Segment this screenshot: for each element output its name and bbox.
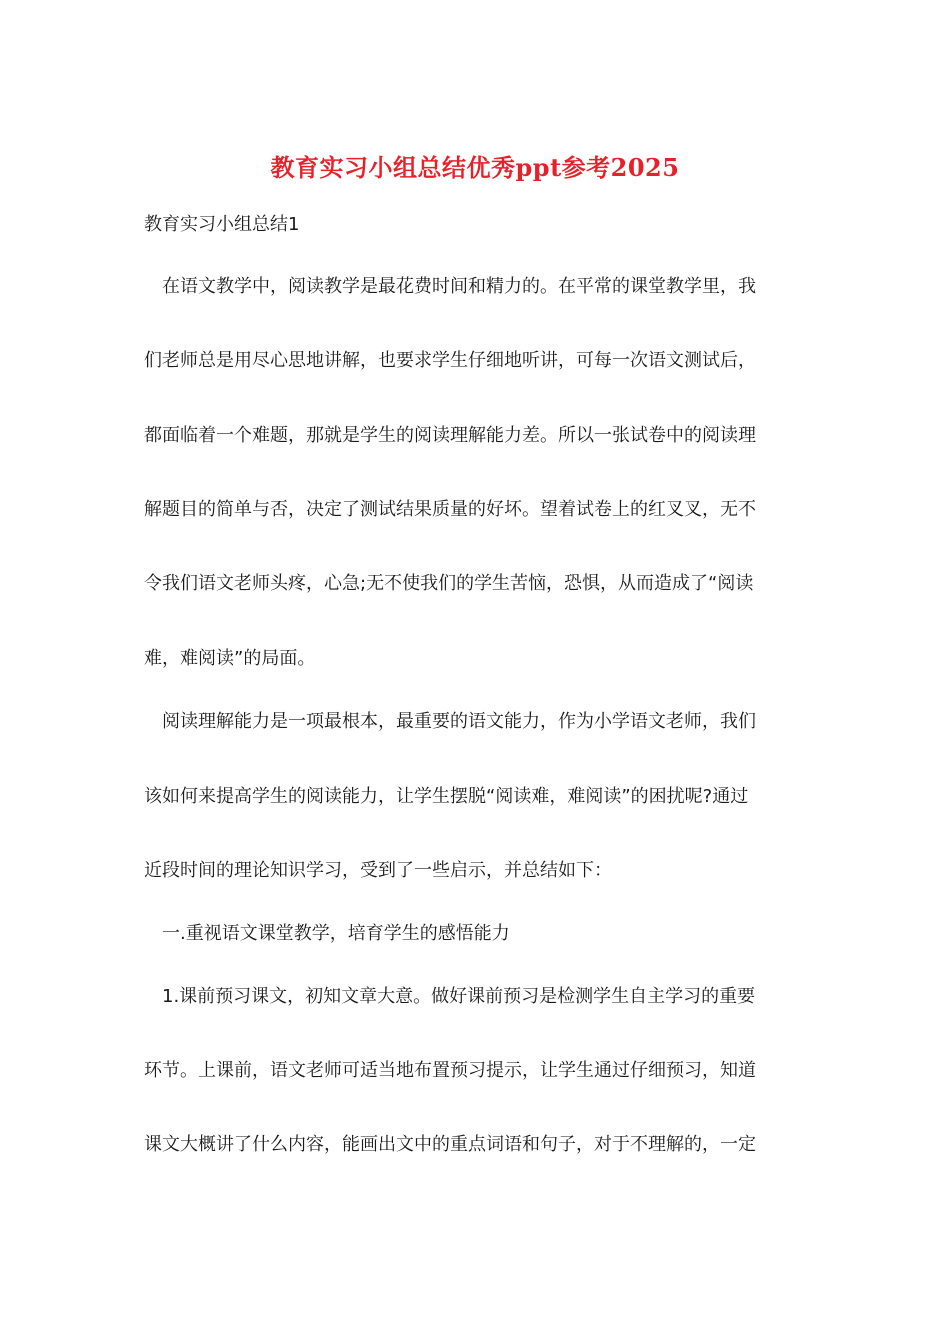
paragraph-line: 令我们语文老师头疼，心急;无不使我们的学生苦恼，恐惧，从而造成了“阅读 bbox=[144, 573, 754, 594]
paragraph-line: 阅读理解能力是一项最根本，最重要的语文能力，作为小学语文老师，我们 bbox=[162, 711, 756, 732]
paragraph-line: 都面临着一个难题，那就是学生的阅读理解能力差。所以一张试卷中的阅读理 bbox=[144, 425, 756, 446]
paragraph-line: 们老师总是用尽心思地讲解，也要求学生仔细地听讲，可每一次语文测试后， bbox=[144, 350, 756, 371]
subsection-heading: 一.重视语文课堂教学，培育学生的感悟能力 bbox=[162, 923, 510, 944]
paragraph-line: 难，难阅读”的局面。 bbox=[144, 648, 316, 669]
paragraph-line: 该如何来提高学生的阅读能力，让学生摆脱“阅读难，难阅读”的困扰呢?通过 bbox=[144, 786, 749, 807]
section-heading: 教育实习小组总结1 bbox=[144, 214, 300, 235]
paragraph-line: 在语文教学中，阅读教学是最花费时间和精力的。在平常的课堂教学里，我 bbox=[162, 276, 756, 297]
document-title: 教育实习小组总结优秀ppt参考2025 bbox=[270, 153, 680, 182]
paragraph-line: 近段时间的理论知识学习，受到了一些启示，并总结如下： bbox=[144, 860, 612, 881]
paragraph-line: 1.课前预习课文，初知文章大意。做好课前预习是检测学生自主学习的重要 bbox=[162, 986, 756, 1007]
paragraph-line: 环节。上课前，语文老师可适当地布置预习提示，让学生通过仔细预习，知道 bbox=[144, 1060, 756, 1081]
paragraph-line: 课文大概讲了什么内容，能画出文中的重点词语和句子，对于不理解的，一定 bbox=[144, 1134, 756, 1155]
paragraph-line: 解题目的简单与否，决定了测试结果质量的好坏。望着试卷上的红叉叉，无不 bbox=[144, 499, 756, 520]
